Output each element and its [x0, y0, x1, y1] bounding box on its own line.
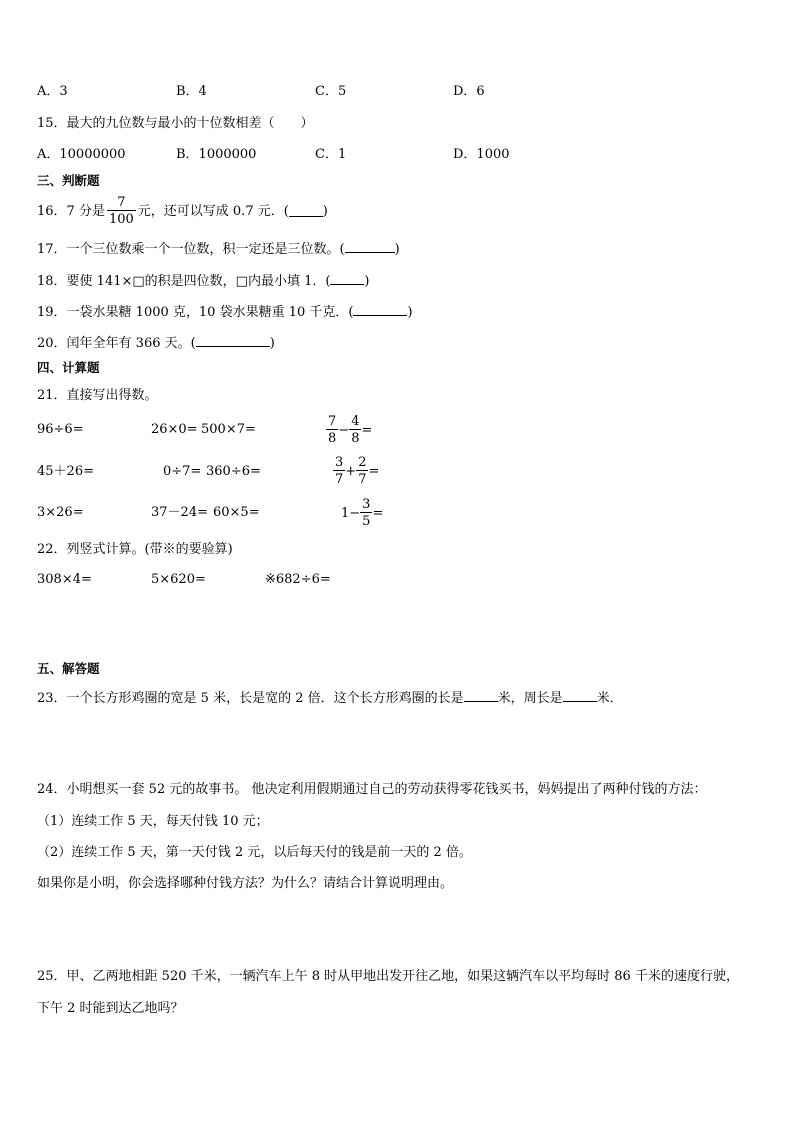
q21-r2c2: 0÷7=	[163, 464, 202, 479]
q21-r1c3: 500×7=	[201, 422, 256, 437]
section-title-calculation: 四、计算题	[37, 360, 100, 375]
answer-blank[interactable]	[464, 690, 498, 702]
answer-blank[interactable]	[353, 304, 407, 316]
q21-r1c1: 96÷6=	[37, 422, 84, 437]
q18	[37, 273, 370, 288]
q20-text: 20．闰年全年有 366 天。(	[37, 336, 196, 351]
q19-close: )	[407, 305, 413, 320]
fraction	[333, 456, 345, 486]
q14-option-b: B．4	[176, 84, 207, 99]
fraction	[349, 415, 361, 445]
q14-option-a: A．3	[37, 84, 68, 99]
equals-sign: =	[372, 505, 384, 521]
q25-line-1: 25．甲、乙两地相距 520 千米，一辆汽车上午 8 时从甲地出发开往乙地，如果这辆汽车以平均每时 86 千米的速度行驶，	[37, 969, 739, 984]
answer-blank[interactable]	[345, 241, 395, 253]
q21-r2c3: 360÷6=	[206, 464, 261, 479]
fraction-denominator: 7	[358, 472, 367, 487]
q24-line-1: 24．小明想买一套 52 元的故事书。 他决定利用假期通过自己的劳动获得零花钱买书，妈妈提出了两种付钱的方法：	[37, 782, 707, 797]
q23-part1: 23．一个长方形鸡圈的宽是 5 米，长是宽的 2 倍．这个长方形鸡圈的长是	[37, 691, 464, 706]
fraction-numerator: 3	[335, 455, 344, 470]
q21-fraction-expr-2	[333, 451, 379, 491]
q20	[37, 335, 275, 350]
expression-prefix: 1−	[341, 505, 361, 521]
section-title-word-problems: 五、解答题	[37, 661, 100, 676]
q23-part2: 米，周长是	[497, 691, 563, 706]
q22-item-1: 308×4=	[37, 572, 92, 587]
fraction	[326, 415, 338, 445]
q19-text: 19．一袋水果糖 1000 克，10 袋水果糖重 10 千克．(	[37, 305, 354, 320]
q25-line-2: 下午 2 时能到达乙地吗？	[37, 1001, 184, 1016]
q15-option-d: D．1000	[453, 147, 510, 162]
q24-line-4: 如果你是小明，你会选择哪种付钱方法？为什么？请结合计算说明理由。	[37, 876, 454, 891]
q16-suffix: 元，还可以写成 0.7 元．(	[137, 203, 289, 219]
q21-fraction-expr-1	[326, 410, 372, 450]
q22-item-2: 5×620=	[151, 572, 206, 587]
q18-text: 18．要使 141×□的积是四位数，□内最小填 1．(	[37, 274, 331, 289]
q21-fraction-expr-3	[341, 493, 383, 533]
fraction-numerator: 4	[351, 414, 360, 429]
q17-text: 17．一个三位数乘一个一位数，积一定还是三位数。(	[37, 242, 345, 257]
q24-line-3: （2）连续工作 5 天，第一天付钱 2 元，以后每天付的钱是前一天的 2 倍。	[37, 845, 472, 860]
fraction-denominator: 8	[328, 431, 337, 446]
q21-stem: 21．直接写出得数。	[37, 388, 158, 403]
answer-blank[interactable]	[330, 273, 364, 285]
operator: −	[338, 422, 350, 438]
q17-close: )	[394, 242, 400, 257]
operator: +	[345, 463, 357, 479]
q21-r3c2: 37－24=	[151, 505, 208, 520]
q14-option-d: D．6	[453, 84, 485, 99]
q18-close: )	[364, 274, 370, 289]
q21-r3c3: 60×5=	[213, 505, 260, 520]
q24-line-2: （1）连续工作 5 天，每天付钱 10 元；	[37, 814, 269, 829]
q17	[37, 241, 400, 256]
fraction-denominator: 5	[362, 514, 371, 529]
section-title-judgement: 三、判断题	[37, 173, 100, 188]
q20-close: )	[269, 336, 275, 351]
q19	[37, 304, 413, 319]
fraction-denominator: 7	[335, 472, 344, 487]
q15-option-b: B．1000000	[176, 147, 257, 162]
equals-sign: =	[361, 422, 373, 438]
fraction-numerator: 7	[107, 196, 136, 211]
fraction	[356, 456, 368, 486]
q22-item-3: ※682÷6=	[265, 572, 331, 587]
answer-blank[interactable]	[289, 205, 323, 217]
fraction-numerator: 7	[328, 414, 337, 429]
q14-option-c: C．5	[315, 84, 347, 99]
answer-blank[interactable]	[563, 690, 597, 702]
q21-r3c1: 3×26=	[37, 505, 84, 520]
fraction-numerator: 2	[358, 455, 367, 470]
q22-stem: 22．列竖式计算。(带※的要验算)	[37, 542, 233, 557]
q21-r2c1: 45＋26=	[37, 464, 94, 479]
q23-part3: 米．	[596, 691, 623, 706]
fraction	[360, 498, 372, 528]
q15-option-a: A．10000000	[37, 147, 126, 162]
q16	[37, 191, 328, 231]
q15-stem: 15．最大的九位数与最小的十位数相差（ ）	[37, 116, 314, 131]
fraction	[107, 196, 136, 226]
q16-close: )	[322, 203, 328, 219]
q23	[37, 690, 623, 705]
equals-sign: =	[368, 463, 380, 479]
fraction-denominator: 8	[351, 431, 360, 446]
fraction-denominator: 100	[108, 212, 134, 227]
q15-option-c: C．1	[315, 147, 347, 162]
answer-blank[interactable]	[196, 335, 270, 347]
q21-r1c2: 26×0=	[151, 422, 198, 437]
fraction-numerator: 3	[362, 497, 371, 512]
q16-prefix: 16．7 分是	[37, 203, 105, 219]
